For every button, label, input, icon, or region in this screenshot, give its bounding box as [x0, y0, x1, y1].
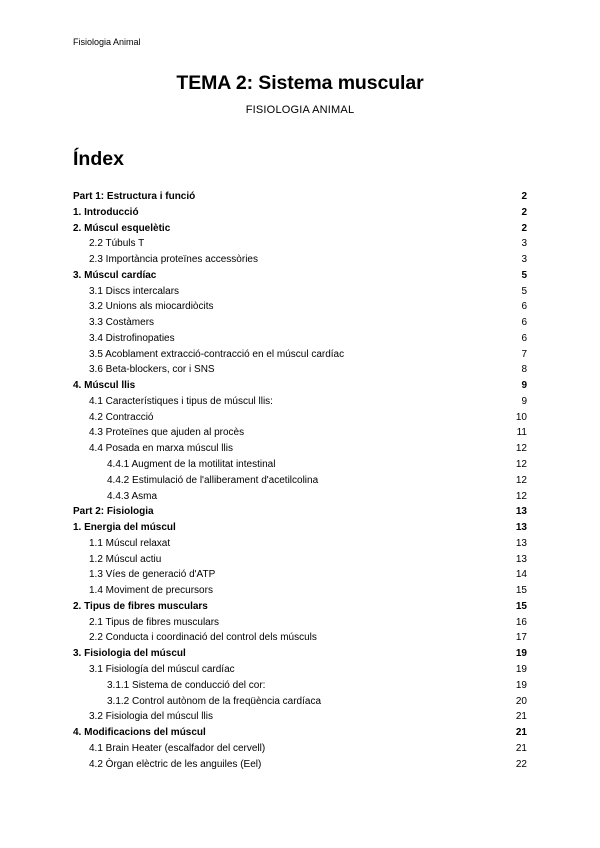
toc-entry-title[interactable]: 1.1 Múscul relaxat [89, 537, 171, 549]
toc-entry-title[interactable]: 4. Modificacions del múscul [73, 727, 206, 739]
toc-entry-page-number[interactable]: 6 [521, 332, 527, 344]
toc-entry-page-number[interactable]: 12 [515, 490, 527, 502]
toc-entry-title[interactable]: 3. Fisiologia del múscul [73, 648, 186, 660]
toc-entry-page-number[interactable]: 2 [521, 191, 527, 202]
toc-entry[interactable] [73, 567, 527, 583]
toc-entry-page-number[interactable]: 12 [515, 474, 527, 486]
toc-entry[interactable] [73, 441, 527, 457]
toc-entry-title[interactable]: 3.3 Costàmers [89, 317, 155, 329]
toc-entry-page-number[interactable]: 13 [515, 506, 527, 518]
toc-entry-page-number[interactable]: 13 [515, 522, 527, 534]
toc-entry-page-number[interactable]: 15 [515, 600, 527, 612]
toc-entry-page-number[interactable]: 19 [515, 679, 527, 691]
toc-entry[interactable] [73, 473, 527, 489]
toc-entry[interactable] [73, 347, 527, 363]
toc-entry[interactable] [73, 410, 527, 426]
toc-entry-page-number[interactable]: 2 [521, 222, 527, 234]
toc-entry-page-number[interactable]: 3 [521, 254, 527, 266]
toc-entry-page-number[interactable]: 9 [521, 395, 527, 407]
toc-entry-title[interactable]: 3.1.1 Sistema de conducció del cor: [107, 679, 266, 691]
toc-entry-title[interactable]: 1.2 Múscul actiu [89, 553, 162, 565]
toc-entry[interactable] [73, 189, 527, 205]
toc-entry[interactable] [73, 315, 527, 331]
toc-entry[interactable] [73, 630, 527, 646]
toc-entry-page-number[interactable]: 7 [521, 348, 527, 360]
toc-entry[interactable] [73, 662, 527, 678]
toc-entry[interactable] [73, 599, 527, 615]
toc-entry[interactable] [73, 394, 527, 410]
toc-entry-title[interactable]: 1.4 Moviment de precursors [89, 585, 213, 597]
toc-entry-page-number[interactable]: 11 [516, 427, 527, 439]
toc-entry-title[interactable]: 3.2 Unions als miocardiòcits [89, 301, 214, 313]
toc-entry[interactable] [73, 284, 527, 300]
toc-entry[interactable] [73, 709, 527, 725]
toc-entry-title[interactable]: 4. Múscul llis [73, 380, 136, 392]
toc-entry[interactable] [73, 221, 527, 237]
toc-entry-page-number[interactable]: 6 [521, 317, 527, 329]
toc-entry[interactable] [73, 678, 527, 694]
toc-entry-title[interactable]: 4.3 Proteïnes que ajuden al procès [89, 427, 245, 439]
toc-entry-page-number[interactable]: 10 [515, 411, 527, 423]
document-subtitle: FISIOLOGIA ANIMAL [245, 104, 355, 116]
toc-entry-title[interactable]: 2. Tipus de fibres musculars [73, 600, 208, 612]
toc-entry[interactable] [73, 552, 527, 568]
toc-entry-page-number[interactable]: 20 [515, 695, 527, 707]
document-title: TEMA 2: Sistema muscular [176, 72, 424, 94]
toc-entry-page-number[interactable]: 19 [515, 648, 527, 660]
toc-entry-title[interactable]: 1. Introducció [73, 206, 139, 218]
toc-entry-page-number[interactable]: 5 [521, 269, 527, 281]
toc-entry-title[interactable]: 4.1 Característiques i tipus de múscul llis: [89, 395, 273, 407]
index-heading: Índex [73, 148, 124, 170]
toc-entry-page-number[interactable]: 13 [515, 537, 527, 549]
toc-entry-title[interactable]: 4.4.2 Estimulació de l'alliberament d'acetilcolina [107, 474, 319, 486]
toc-entry-title[interactable]: 3.2 Fisiologia del múscul llis [89, 711, 213, 723]
toc-entry-title[interactable]: 1.3 Víes de generació d'ATP [89, 569, 216, 581]
toc-entry[interactable] [73, 504, 527, 520]
toc-entry-title[interactable]: 2. Múscul esquelètic [73, 222, 171, 234]
toc-entry[interactable] [73, 331, 527, 347]
toc-entry-title[interactable]: 1. Energia del múscul [73, 522, 176, 534]
toc-entry-title[interactable]: 3. Múscul cardíac [73, 269, 157, 281]
toc-entry-page-number[interactable]: 12 [515, 459, 527, 471]
toc-entry-page-number[interactable]: 21 [515, 727, 527, 739]
toc-entry-title[interactable]: 2.1 Tipus de fibres musculars [89, 616, 220, 628]
toc-entry-title[interactable]: 3.6 Beta-blockers, cor i SNS [89, 364, 215, 376]
toc-entry-page-number[interactable]: 22 [515, 758, 527, 770]
toc-entry-page-number[interactable]: 21 [515, 711, 527, 723]
toc-entry-title[interactable]: 4.4.1 Augment de la motilitat intestinal [107, 459, 276, 471]
toc-entry[interactable] [73, 694, 527, 710]
toc-entry-page-number[interactable]: 2 [521, 206, 527, 218]
toc-entry-title[interactable]: 2.2 Túbuls T [89, 238, 145, 250]
toc-entry-title[interactable]: 3.1 Discs intercalars [89, 285, 180, 297]
toc-entry-title[interactable]: Part 2: Fisiologia [73, 506, 154, 518]
toc-entry-page-number[interactable]: 8 [521, 364, 527, 376]
toc-entry[interactable] [73, 252, 527, 268]
running-header: Fisiologia Animal [73, 37, 141, 47]
toc-entry[interactable] [73, 646, 527, 662]
toc-entry-page-number[interactable]: 9 [521, 380, 527, 392]
toc-entry-title[interactable]: 4.2 Contracció [89, 411, 154, 423]
table-of-contents [73, 189, 527, 772]
toc-entry-title[interactable]: 3.5 Acoblament extracció-contracció en el múscul cardíac [89, 348, 345, 360]
toc-entry-page-number[interactable]: 17 [515, 632, 527, 644]
toc-entry-title[interactable]: 2.3 Importància proteïnes accessòries [89, 254, 258, 266]
toc-entry-title[interactable]: 4.4.3 Asma [107, 490, 158, 502]
toc-entry-page-number[interactable]: 13 [515, 553, 527, 565]
toc-entry[interactable] [73, 536, 527, 552]
toc-entry[interactable] [73, 268, 527, 284]
toc-entry-title[interactable]: 4.2 Òrgan elèctric de les anguiles (Eel) [89, 758, 262, 770]
toc-entry[interactable] [73, 236, 527, 252]
toc-entry[interactable] [73, 757, 527, 773]
toc-entry-title[interactable]: 4.1 Brain Heater (escalfador del cervell) [89, 742, 266, 754]
toc-entry-title[interactable]: 4.4 Posada en marxa múscul llis [89, 443, 233, 455]
toc-entry[interactable] [73, 520, 527, 536]
toc-entry[interactable] [73, 583, 527, 599]
toc-entry-page-number[interactable]: 5 [521, 285, 527, 297]
toc-entry-title[interactable]: Part 1: Estructura i funció [73, 191, 196, 202]
toc-entry[interactable] [73, 299, 527, 315]
toc-entry[interactable] [73, 741, 527, 757]
toc-entry[interactable] [73, 489, 527, 505]
toc-entry-page-number[interactable]: 21 [515, 742, 527, 754]
toc-entry-title[interactable]: 2.2 Conducta i coordinació del control dels músculs [89, 632, 317, 644]
toc-entry-page-number[interactable]: 19 [515, 663, 527, 675]
toc-entry-page-number[interactable]: 15 [515, 585, 527, 597]
toc-entry[interactable] [73, 457, 527, 473]
toc-entry[interactable] [73, 362, 527, 378]
toc-entry-title[interactable]: 3.1 Fisiología del múscul cardíac [89, 663, 235, 675]
toc-entry[interactable] [73, 425, 527, 441]
toc-entry-title[interactable]: 3.1.2 Control autònom de la freqüència cardíaca [107, 695, 322, 707]
toc-entry-page-number[interactable]: 3 [521, 238, 527, 250]
toc-entry-page-number[interactable]: 16 [515, 616, 527, 628]
toc-entry-page-number[interactable]: 12 [515, 443, 527, 455]
toc-entry[interactable] [73, 205, 527, 221]
toc-entry[interactable] [73, 378, 527, 394]
toc-entry[interactable] [73, 725, 527, 741]
toc-entry-title[interactable]: 3.4 Distrofinopaties [89, 332, 175, 344]
toc-entry[interactable] [73, 615, 527, 631]
toc-entry-page-number[interactable]: 6 [521, 301, 527, 313]
toc-entry-page-number[interactable]: 14 [515, 569, 527, 581]
